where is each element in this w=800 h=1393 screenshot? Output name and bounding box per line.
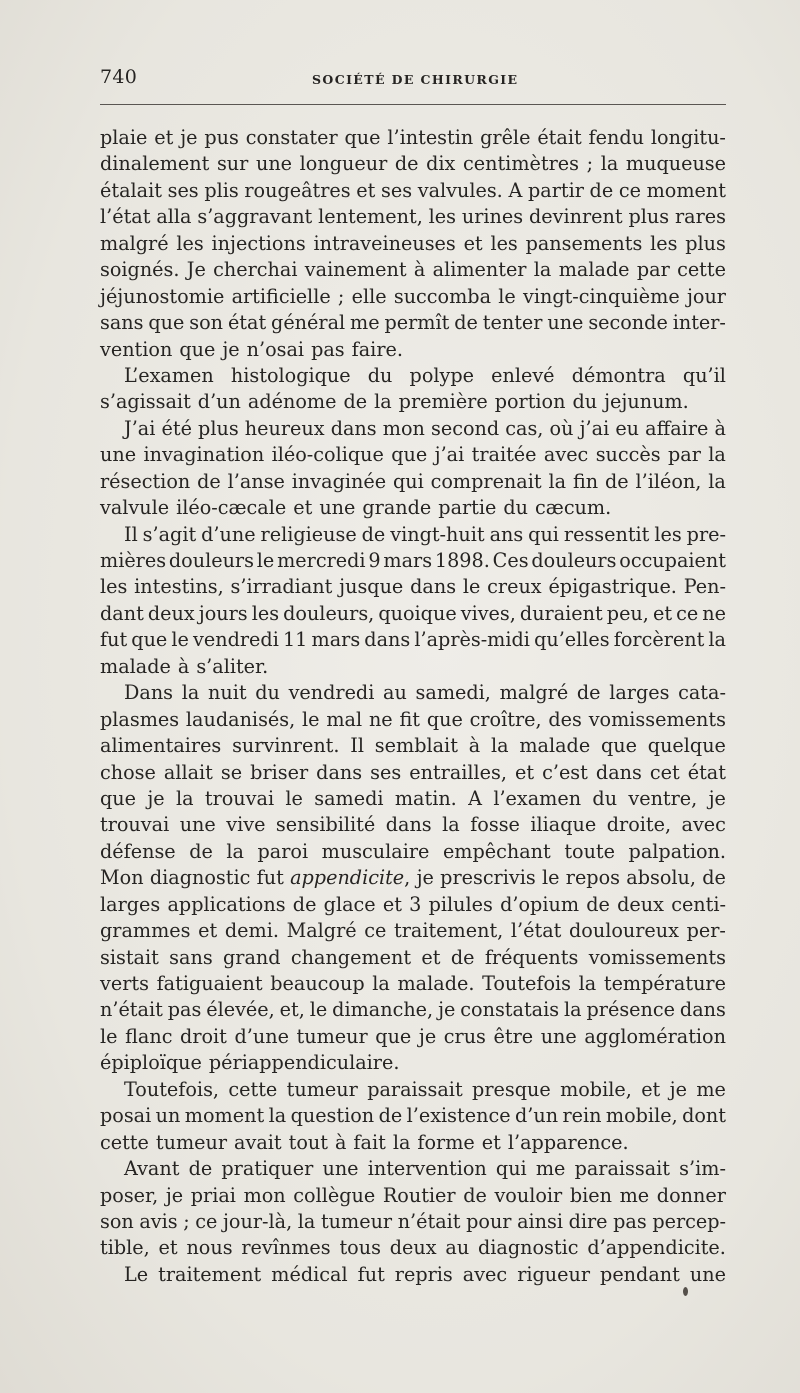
text-line: résection de l’anse invaginée qui comprenait la fin de l’iléon, la: [100, 469, 726, 493]
text-line: l’état alla s’aggravant lentement, les urines devinrent plus rares: [100, 205, 726, 229]
text-line: Avant de pratiquer une intervention qui me paraissait s’im-: [124, 1157, 726, 1181]
running-head: SOCIÉTÉ DE CHIRURGIE: [312, 72, 519, 87]
header-rule: [100, 104, 726, 105]
text-line: J’ai été plus heureux dans mon second cas, où j’ai eu affaire à: [124, 416, 726, 440]
text-line: cette tumeur avait tout à fait la forme et l’apparence.: [100, 1130, 629, 1154]
text-line: Toutefois, cette tumeur paraissait presque mobile, et je me: [124, 1077, 726, 1101]
page-number: 740: [100, 66, 138, 88]
text-line: verts fatiguaient beaucoup la malade. Toutefois la température: [100, 972, 726, 995]
text-line: mières douleurs le mercredi 9 mars 1898. Ces douleurs occupaient: [100, 549, 726, 572]
text-line: soignés. Je cherchai vainement à alimenter la malade par cette: [100, 258, 726, 282]
text-line: alimentaires survinrent. Il semblait à la malade que quelque: [100, 734, 726, 758]
text-line: dant deux jours les douleurs, quoique vives, duraient peu, et ce ne: [100, 601, 726, 625]
text-line: dinalement sur une longueur de dix centimètres ; la muqueuse: [100, 152, 726, 176]
text-line: son avis ; ce jour-là, la tumeur n’était pour ainsi dire pas percep-: [100, 1209, 726, 1233]
text-line: valvule iléo-cæcale et une grande partie du cæcum.: [100, 496, 612, 520]
text-line: une invagination iléo-colique que j’ai traitée avec succès par la: [100, 443, 726, 467]
text-line: L’examen histologique du polype enlevé démontra qu’il: [124, 363, 726, 387]
text-line: plaie et je pus constater que l’intestin grêle était fendu longitu-: [100, 126, 726, 149]
text-line: Mon diagnostic fut appendicite, je prescrivis le repos absolu, de: [100, 866, 726, 890]
text-line: étalait ses plis rougeâtres et ses valvules. A partir de ce moment: [100, 178, 726, 202]
text-line: trouvai une vive sensibilité dans la fosse iliaque droite, avec: [100, 813, 726, 837]
text-line: que je la trouvai le samedi matin. A l’examen du ventre, je: [100, 786, 726, 810]
text-line: s’agissait d’un adénome de la première portion du jejunum.: [100, 390, 689, 414]
text-line: poser, je priai mon collègue Routier de vouloir bien me donner: [100, 1183, 726, 1207]
text-line: tible, et nous revînmes tous deux au diagnostic d’appendicite.: [100, 1236, 726, 1260]
text-line: Il s’agit d’une religieuse de vingt-huit ans qui ressentit les pre-: [124, 522, 726, 546]
text-line: grammes et demi. Malgré ce traitement, l’état douloureux per-: [100, 919, 726, 943]
text-line: larges applications de glace et 3 pilules d’opium de deux centi-: [100, 892, 726, 916]
text-line: le flanc droit d’une tumeur que je crus être une agglomération: [100, 1024, 726, 1048]
body-text: [100, 125, 726, 1288]
text-line: n’était pas élevée, et, le dimanche, je constatais la présence dans: [100, 998, 726, 1022]
text-line: les intestins, s’irradiant jusque dans le creux épigastrique. Pen-: [100, 575, 726, 599]
text-line: Le traitement médical fut repris avec rigueur pendant une: [124, 1262, 726, 1286]
text-line: chose allait se briser dans ses entrailles, et c’est dans cet état: [100, 760, 726, 784]
text-line: défense de la paroi musculaire empêchant toute palpation.: [100, 839, 726, 863]
text-line: épiploïque périappendiculaire.: [100, 1051, 400, 1075]
text-line: sans que son état général me permît de tenter une seconde inter-: [100, 311, 726, 335]
text-line: plasmes laudanisés, le mal ne fit que croître, des vomissements: [100, 707, 726, 731]
text-line: malade à s’aliter.: [100, 654, 269, 678]
text-line: vention que je n’osai pas faire.: [100, 337, 403, 361]
text-line: sistait sans grand changement et de fréquents vomissements: [100, 945, 726, 969]
text-line: fut que le vendredi 11 mars dans l’après-midi qu’elles forcèrent la: [100, 628, 726, 652]
text-line: Dans la nuit du vendredi au samedi, malgré de larges cata-: [124, 681, 726, 705]
text-line: jéjunostomie artificielle ; elle succomba le vingt-cinquième jour: [100, 284, 726, 308]
text-line: posai un moment la question de l’existence d’un rein mobile, dont: [100, 1104, 726, 1128]
ink-speck: [683, 1287, 688, 1296]
page-header: [100, 66, 726, 96]
text-line: malgré les injections intraveineuses et les pansements les plus: [100, 231, 726, 255]
